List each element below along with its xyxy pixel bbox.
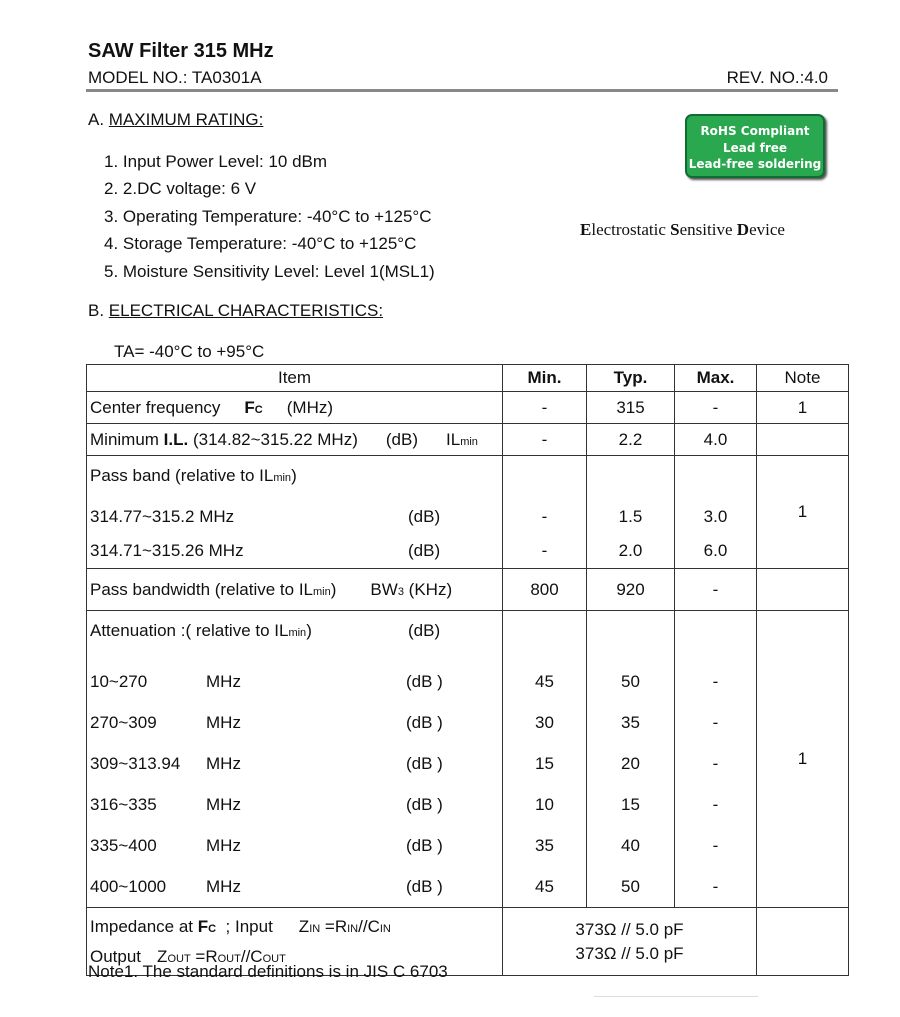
passband-min: -	[541, 541, 548, 560]
cell-note: 1	[757, 611, 849, 908]
list-item: 3. Operating Temperature: -40°C to +125°C	[104, 206, 432, 226]
bandwidth-label-sub: min	[313, 585, 331, 598]
cell-typ: 315	[587, 392, 675, 424]
attenuation-min: 15	[535, 754, 554, 773]
passband-label	[90, 466, 499, 500]
esd-s: S	[670, 220, 680, 239]
passband-max: 3.0	[703, 507, 728, 526]
cell-max: -	[675, 392, 757, 424]
rohs-badge	[685, 114, 825, 178]
cell-min: 800	[503, 569, 587, 611]
attenuation-unit: (dB)	[408, 621, 441, 640]
zout-slash: //C	[240, 946, 263, 966]
attenuation-range: 10~270	[90, 671, 148, 691]
list-item: 2. 2.DC voltage: 6 V	[104, 179, 257, 199]
electrical-characteristics-table	[86, 364, 849, 976]
cell-max	[675, 611, 757, 908]
cell-max: 4.0	[675, 424, 757, 456]
ambient-temperature: TA= -40°C to +95°C	[114, 342, 265, 361]
attenuation-max: -	[712, 672, 719, 691]
attenuation-min: 10	[535, 795, 554, 814]
center-frequency-label	[87, 392, 503, 424]
attenuation-max: -	[712, 713, 719, 732]
esd-e: E	[580, 220, 592, 239]
esd-d-rest: evice	[749, 220, 785, 239]
fc-subscript: C	[208, 922, 217, 935]
passband-label-sub: min	[273, 472, 292, 484]
list-item: 5. Moisture Sensitivity Level: Level 1(MSL1)	[104, 261, 435, 281]
header-divider	[86, 89, 838, 92]
badge-line: RoHS Compliant	[700, 124, 810, 138]
badge-line: Lead free	[722, 140, 788, 155]
attenuation-mhz: MHz	[206, 835, 241, 855]
il-subscript: min	[460, 435, 478, 448]
cell-note	[757, 908, 849, 976]
list-item: 1. Input Power Level: 10 dBm	[104, 152, 328, 171]
attenuation-label-post: )	[306, 621, 312, 640]
section-b-prefix: B.	[88, 301, 109, 320]
passband-typ: 2.0	[618, 541, 643, 560]
min-il-pre: Minimum	[90, 429, 164, 449]
esd-s-rest: ensitive	[679, 220, 737, 239]
attenuation-label-pre: Attenuation :( relative to IL	[90, 621, 289, 640]
attenuation-mhz: MHz	[206, 671, 241, 691]
attenuation-mhz: MHz	[206, 794, 241, 814]
attenuation-max: -	[712, 795, 719, 814]
attenuation-min: 35	[535, 836, 554, 855]
attenuation-row-label	[90, 866, 499, 907]
divider	[594, 996, 758, 997]
attenuation-typ: 15	[621, 795, 640, 814]
esd-d: D	[736, 220, 750, 239]
cell-max: -	[675, 569, 757, 611]
attenuation-mhz: MHz	[206, 712, 241, 732]
attenuation-max: -	[712, 877, 719, 896]
impedance-pre: Impedance at	[90, 916, 198, 936]
table-row	[87, 456, 849, 569]
section-b-title: ELECTRICAL CHARACTERISTICS:	[108, 301, 384, 320]
zout-subscript: OUT	[167, 952, 191, 965]
attenuation-typ: 20	[621, 754, 640, 773]
attenuation-typ: 35	[621, 713, 640, 732]
cell-note: 1	[757, 392, 849, 424]
impedance-input-value: 373Ω // 5.0 pF	[575, 919, 684, 939]
attenuation-typ: 50	[621, 877, 640, 896]
min-il-bold: I.L.	[163, 429, 189, 449]
impedance-output-label: Output	[90, 946, 142, 966]
fc-symbol: F	[244, 397, 255, 417]
cell-typ	[587, 611, 675, 908]
fc-symbol: F	[197, 916, 209, 936]
center-frequency-unit: (MHz)	[286, 397, 334, 417]
cell-typ	[587, 456, 675, 569]
attenuation-range: 309~313.94	[90, 753, 181, 773]
attenuation-row-unit: (dB )	[406, 794, 443, 814]
attenuation-mhz: MHz	[206, 753, 241, 773]
zin-eq: =R	[320, 916, 348, 936]
attenuation-row-unit: (dB )	[406, 753, 443, 773]
il-symbol: IL	[446, 429, 461, 449]
doc-title: SAW Filter 315 MHz	[88, 40, 274, 62]
min-il-label	[87, 424, 503, 456]
esd-e-rest: lectrostatic	[591, 220, 671, 239]
attenuation-row-unit: (dB )	[406, 712, 443, 732]
impedance-input-label: ; Input	[216, 916, 273, 936]
passband-max: 6.0	[703, 541, 728, 560]
passband-min: -	[541, 507, 548, 526]
passband-label-post: )	[291, 466, 297, 485]
cout-subscript: OUT	[262, 952, 286, 965]
attenuation-row-label	[90, 825, 499, 866]
cell-note	[757, 569, 849, 611]
footnote: Note1. The standard definitions is in JIS C 6703	[88, 962, 448, 981]
bandwidth-label-post: )	[330, 579, 337, 599]
attenuation-row-unit: (dB )	[406, 671, 443, 691]
attenuation-mhz: MHz	[206, 876, 241, 896]
rin-subscript: IN	[347, 922, 359, 935]
cell-min: -	[503, 392, 587, 424]
zout-eq: =R	[190, 946, 218, 966]
attenuation-cell	[87, 611, 503, 908]
passband-row-label	[90, 534, 499, 568]
attenuation-label-sub: min	[288, 627, 307, 639]
esd-label	[580, 220, 785, 240]
header-min: Min.	[503, 365, 587, 392]
list-item: 4. Storage Temperature: -40°C to +125°C	[104, 234, 417, 254]
cell-note: 1	[757, 456, 849, 569]
header-item: Item	[87, 365, 503, 392]
attenuation-row-unit: (dB )	[406, 835, 443, 855]
passband-label-pre: Pass band (relative to IL	[90, 466, 274, 485]
table-row	[87, 611, 849, 908]
attenuation-typ: 50	[621, 672, 640, 691]
impedance-output-value: 373Ω // 5.0 pF	[575, 943, 684, 963]
attenuation-row-label	[90, 702, 499, 743]
cell-min	[503, 456, 587, 569]
attenuation-max: -	[712, 754, 719, 773]
impedance-input-line	[90, 912, 499, 942]
table-row	[87, 392, 849, 424]
attenuation-range: 335~400	[90, 835, 157, 855]
section-a-title: MAXIMUM RATING:	[108, 110, 264, 129]
table-row	[87, 569, 849, 611]
attenuation-min: 45	[535, 672, 554, 691]
passband-row-label	[90, 500, 499, 534]
passband-unit: (dB)	[408, 541, 441, 560]
bandwidth-label	[87, 569, 503, 611]
attenuation-typ: 40	[621, 836, 640, 855]
attenuation-row-label	[90, 661, 499, 702]
cell-min: -	[503, 424, 587, 456]
cell-typ: 2.2	[587, 424, 675, 456]
badge-line: Lead-free soldering	[688, 157, 822, 171]
cell-max	[675, 456, 757, 569]
zin-subscript: IN	[309, 922, 321, 935]
section-b-heading	[88, 301, 383, 321]
header-typ: Typ.	[587, 365, 675, 392]
attenuation-min: 30	[535, 713, 554, 732]
cin-subscript: IN	[379, 922, 391, 935]
passband-unit: (dB)	[408, 507, 441, 526]
header-max: Max.	[675, 365, 757, 392]
attenuation-row-label	[90, 743, 499, 784]
cell-note	[757, 424, 849, 456]
attenuation-row-label	[90, 784, 499, 825]
passband-range: 314.77~315.2 MHz	[90, 507, 235, 526]
zin-symbol: Z	[298, 916, 310, 936]
bandwidth-label-pre: Pass bandwidth (relative to IL	[90, 579, 314, 599]
attenuation-min: 45	[535, 877, 554, 896]
passband-cell	[87, 456, 503, 569]
attenuation-range: 400~1000	[90, 876, 167, 896]
center-frequency-text: Center frequency	[90, 397, 221, 417]
attenuation-label	[90, 621, 499, 661]
zout-symbol: Z	[157, 946, 168, 966]
rout-subscript: OUT	[217, 952, 241, 965]
zin-slash: //C	[358, 916, 380, 936]
min-il-unit: (dB)	[385, 429, 418, 449]
bw-subscript: 3	[397, 585, 404, 598]
attenuation-range: 316~335	[90, 794, 157, 814]
bw-symbol: BW	[370, 579, 398, 599]
attenuation-row-unit: (dB )	[406, 876, 443, 896]
impedance-values	[503, 908, 757, 976]
section-a-heading	[88, 110, 263, 130]
header-note: Note	[757, 365, 849, 392]
model-number: MODEL NO.: TA0301A	[88, 68, 262, 87]
cell-typ: 920	[587, 569, 675, 611]
table-header-row	[87, 365, 849, 392]
attenuation-max: -	[712, 836, 719, 855]
table-row	[87, 424, 849, 456]
passband-typ: 1.5	[618, 507, 643, 526]
min-il-range: (314.82~315.22 MHz)	[188, 429, 358, 449]
passband-range: 314.71~315.26 MHz	[90, 541, 244, 560]
revision-number: REV. NO.:4.0	[726, 68, 828, 87]
bandwidth-unit: (KHz)	[408, 579, 453, 599]
section-a-prefix: A.	[88, 110, 109, 129]
fc-subscript: C	[254, 403, 263, 416]
attenuation-range: 270~309	[90, 712, 157, 732]
cell-min	[503, 611, 587, 908]
maximum-rating-list	[104, 148, 435, 285]
